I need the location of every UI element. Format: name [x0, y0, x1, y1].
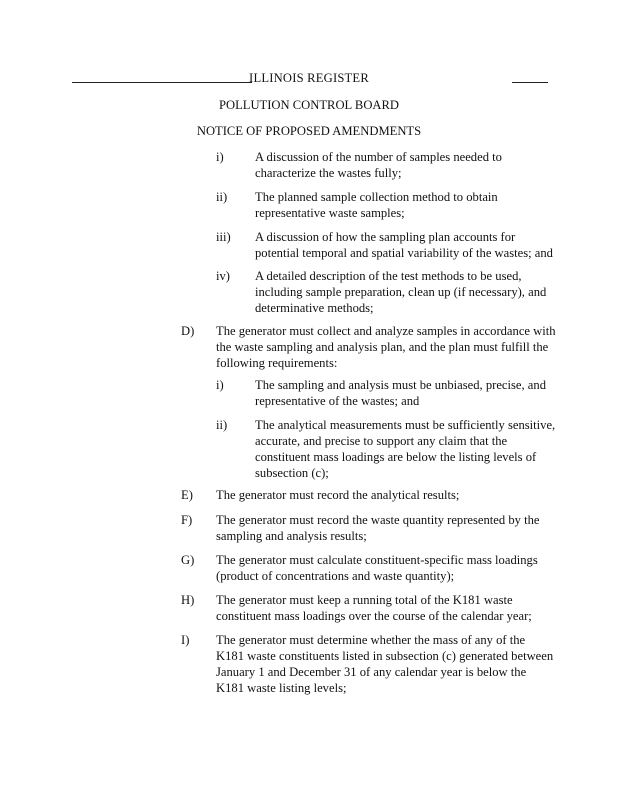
- item-text: [216, 487, 561, 503]
- text-line: K181 waste listing levels;: [216, 681, 347, 695]
- text-line: A detailed description of the test methods to be used,: [255, 269, 522, 283]
- item-text: [216, 323, 561, 371]
- sub-item-number: ii): [216, 190, 228, 204]
- text-line: A discussion of how the sampling plan accounts for: [255, 230, 516, 244]
- sub-item-text: [255, 417, 555, 481]
- text-line: constituent mass loadings are below the listing levels of: [255, 450, 537, 464]
- text-line: The generator must record the waste quantity represented by the: [216, 513, 540, 527]
- text-line: The generator must record the analytical results;: [216, 488, 460, 502]
- text-line: representative of the wastes; and: [255, 394, 420, 408]
- item-text: [216, 512, 561, 544]
- text-line: (product of concentrations and waste quantity);: [216, 569, 455, 583]
- text-line: constituent mass loadings over the course of the calendar year;: [216, 609, 532, 623]
- item-letter: F): [181, 513, 193, 527]
- item-letter: I): [181, 633, 190, 647]
- notice-title: NOTICE OF PROPOSED AMENDMENTS: [196, 124, 422, 138]
- sub-item-number: iii): [216, 230, 231, 244]
- text-line: sampling and analysis results;: [216, 529, 367, 543]
- text-line: accurate, and precise to support any claim that the: [255, 434, 508, 448]
- item-text: [216, 552, 561, 584]
- text-line: characterize the wastes fully;: [255, 166, 402, 180]
- sub-item-text: [255, 229, 555, 261]
- text-line: the waste sampling and analysis plan, and the plan must fulfill the: [216, 340, 549, 354]
- item-letter: D): [181, 324, 195, 338]
- sub-item-number: ii): [216, 418, 228, 432]
- item-letter: E): [181, 488, 193, 502]
- board-title: POLLUTION CONTROL BOARD: [218, 98, 400, 112]
- item-letter: H): [181, 593, 195, 607]
- item-text: [216, 592, 561, 624]
- sub-item-text: [255, 268, 555, 316]
- text-line: A discussion of the number of samples needed to: [255, 150, 502, 164]
- sub-item-text: [255, 149, 555, 181]
- item-text: [216, 632, 561, 696]
- text-line: The generator must collect and analyze samples in accordance with: [216, 324, 556, 338]
- sub-item-number: iv): [216, 269, 230, 283]
- item-letter: G): [181, 553, 195, 567]
- register-title: ILLINOIS REGISTER: [249, 71, 369, 85]
- text-line: potential temporal and spatial variability of the wastes; and: [255, 246, 553, 260]
- sub-item-text: [255, 189, 555, 221]
- text-line: The sampling and analysis must be unbiased, precise, and: [255, 378, 546, 392]
- text-line: The generator must determine whether the mass of any of the: [216, 633, 526, 647]
- text-line: subsection (c);: [255, 466, 329, 480]
- text-line: including sample preparation, clean up (if necessary), and: [255, 285, 547, 299]
- text-line: following requirements:: [216, 356, 338, 370]
- text-line: January 1 and December 31 of any calendar year is below the: [216, 665, 527, 679]
- sub-item-number: i): [216, 378, 224, 392]
- text-line: K181 waste constituents listed in subsection (c) generated between: [216, 649, 554, 663]
- text-line: The generator must calculate constituent-specific mass loadings: [216, 553, 538, 567]
- sub-item-number: i): [216, 150, 224, 164]
- text-line: The generator must keep a running total of the K181 waste: [216, 593, 513, 607]
- sub-item-text: [255, 377, 555, 409]
- text-line: representative waste samples;: [255, 206, 405, 220]
- text-line: The analytical measurements must be sufficiently sensitive,: [255, 418, 556, 432]
- text-line: The planned sample collection method to obtain: [255, 190, 498, 204]
- text-line: determinative methods;: [255, 301, 374, 315]
